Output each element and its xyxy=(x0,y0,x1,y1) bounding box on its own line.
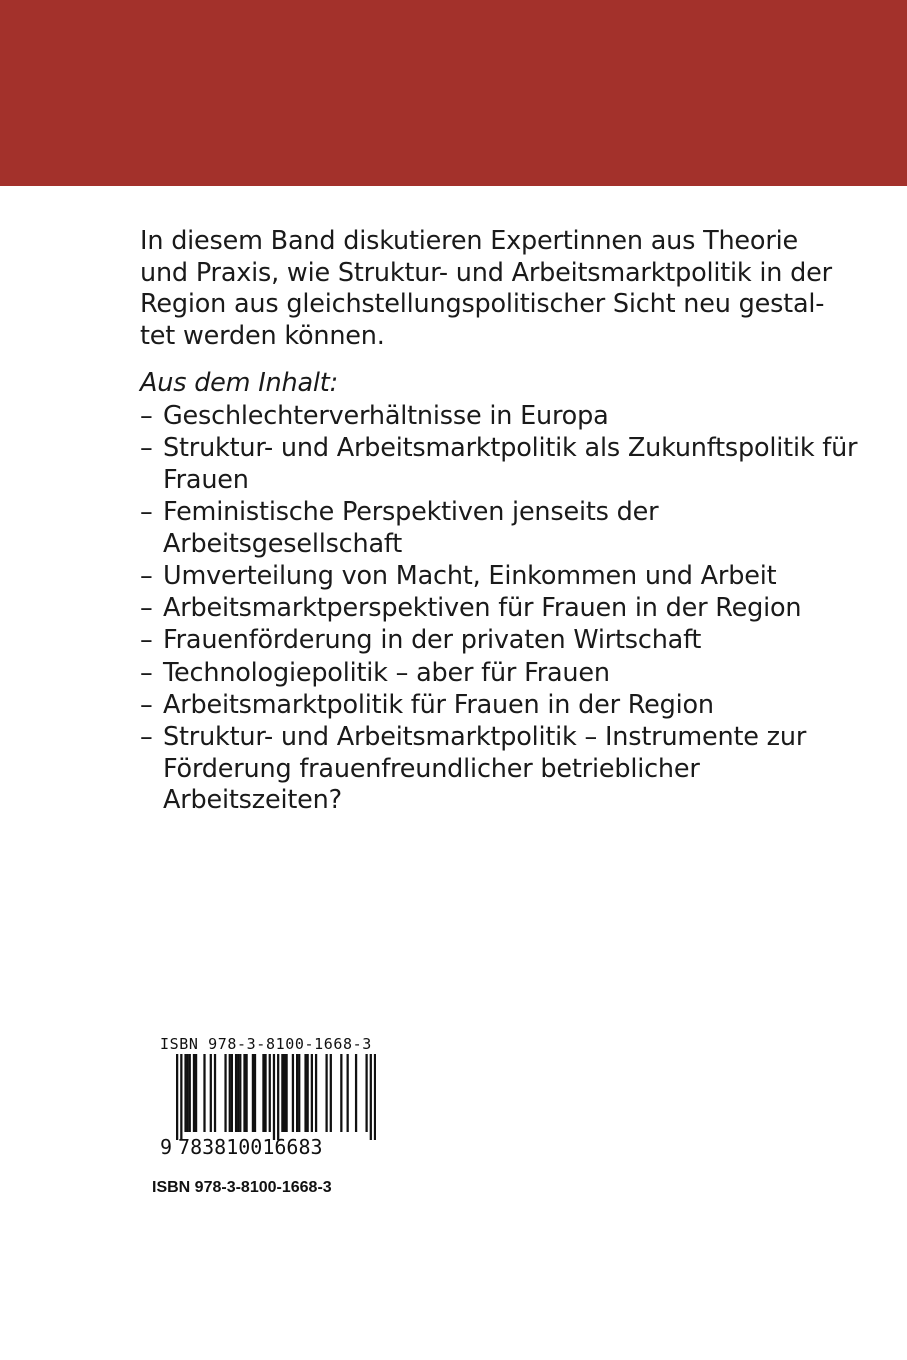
barcode-bar xyxy=(176,1054,178,1140)
barcode-bar xyxy=(243,1054,245,1132)
list-item-line: Förderung frauenfreundlicher betrieblicher xyxy=(163,753,700,784)
list-dash: – xyxy=(140,401,153,431)
contents-list xyxy=(140,401,860,818)
list-dash: – xyxy=(140,657,153,688)
list-item-line: Frauenförderung in der privaten Wirtschaft xyxy=(163,625,702,656)
barcode-bar xyxy=(311,1054,313,1132)
barcode-bar xyxy=(254,1054,256,1132)
barcode-bar xyxy=(370,1054,372,1140)
list-item-line: Struktur- und Arbeitsmarktpolitik – Instrumente zur xyxy=(163,722,807,753)
barcode-bar xyxy=(292,1054,294,1132)
barcode-bar xyxy=(285,1054,287,1132)
list-item-line: Geschlechterverhältnisse in Europa xyxy=(163,401,609,431)
list-item xyxy=(140,497,860,560)
intro-paragraph xyxy=(140,226,840,352)
barcode-bar xyxy=(239,1054,241,1132)
barcode-bar xyxy=(269,1054,271,1132)
contents-heading: Aus dem Inhalt: xyxy=(140,368,338,398)
list-item-line: Arbeitsmarktpolitik für Frauen in der Region xyxy=(163,690,714,721)
list-item xyxy=(140,433,860,496)
barcode-bar xyxy=(355,1054,357,1132)
list-dash: – xyxy=(140,690,153,721)
list-item xyxy=(140,593,860,625)
barcode-bar xyxy=(237,1054,239,1132)
barcode-bar xyxy=(298,1054,300,1132)
list-item xyxy=(140,658,860,690)
barcode-bar xyxy=(340,1054,342,1132)
barcode-bar xyxy=(330,1054,332,1132)
barcode-bar xyxy=(374,1054,376,1140)
list-item xyxy=(140,561,860,593)
barcode-bar xyxy=(281,1054,283,1132)
intro-line: und Praxis, wie Struktur- und Arbeitsmarktpolitik in der xyxy=(140,257,832,288)
intro-line: In diesem Band diskutieren Expertinnen aus Theorie xyxy=(140,226,798,256)
intro-line: tet werden können. xyxy=(140,320,385,351)
barcode-digits xyxy=(160,1136,323,1158)
intro-line: Region aus gleichstellungspolitischer Sicht neu gestal- xyxy=(140,289,825,319)
barcode-bar xyxy=(264,1054,266,1132)
list-item-line: Frauen xyxy=(163,464,249,495)
barcode-bar xyxy=(277,1054,279,1140)
barcode-bar xyxy=(187,1054,189,1132)
barcode-bar xyxy=(180,1054,182,1140)
barcode-bar xyxy=(304,1054,306,1132)
list-item xyxy=(140,722,860,817)
barcode-bar xyxy=(235,1054,237,1132)
barcode-bar xyxy=(203,1054,205,1132)
barcode-bar xyxy=(229,1054,231,1132)
barcode-bar xyxy=(296,1054,298,1132)
list-item-line: Struktur- und Arbeitsmarktpolitik als Zukunftspolitik für xyxy=(163,433,858,464)
barcode-bar xyxy=(262,1054,264,1132)
list-dash: – xyxy=(140,722,153,753)
list-item-line: Feministische Perspektiven jenseits der xyxy=(163,497,659,528)
list-item xyxy=(140,690,860,722)
barcode-bar xyxy=(231,1054,233,1132)
barcode-bar xyxy=(307,1054,309,1132)
barcode-first-digit: 9 xyxy=(160,1135,173,1159)
barcode-digit-groups: 783810016683 xyxy=(178,1135,323,1159)
list-dash: – xyxy=(140,433,153,464)
barcode-bar xyxy=(193,1054,195,1132)
barcode-bar xyxy=(184,1054,186,1132)
list-item-line: Umverteilung von Macht, Einkommen und Arbeit xyxy=(163,560,777,591)
barcode-bar xyxy=(195,1054,197,1132)
barcode-bars xyxy=(176,1054,376,1140)
cover-color-band xyxy=(0,0,907,186)
barcode-bar xyxy=(210,1054,212,1132)
list-item-line: Technologiepolitik – aber für Frauen xyxy=(163,657,610,688)
barcode-bar xyxy=(214,1054,216,1132)
list-item-line: Arbeitsgesellschaft xyxy=(163,528,403,559)
barcode-bar xyxy=(283,1054,285,1132)
barcode-bar xyxy=(245,1054,247,1132)
barcode-bar xyxy=(315,1054,317,1132)
list-item xyxy=(140,401,860,433)
barcode-bar xyxy=(224,1054,226,1132)
list-dash: – xyxy=(140,593,153,624)
barcode-bar xyxy=(365,1054,367,1132)
list-item-line: Arbeitsmarktperspektiven für Frauen in der Region xyxy=(163,593,802,624)
barcode-bar xyxy=(189,1054,191,1132)
barcode-block xyxy=(160,1036,400,1166)
list-dash: – xyxy=(140,625,153,656)
list-dash: – xyxy=(140,560,153,591)
barcode-bar xyxy=(325,1054,327,1132)
list-item-line: Arbeitszeiten? xyxy=(163,785,342,816)
barcode-bar xyxy=(273,1054,275,1140)
list-item xyxy=(140,625,860,657)
isbn-number: ISBN 978-3-8100-1668-3 xyxy=(152,1179,332,1196)
barcode-bar xyxy=(347,1054,349,1132)
barcode-bar xyxy=(252,1054,254,1132)
list-dash: – xyxy=(140,497,153,528)
barcode-isbn-label: ISBN 978-3-8100-1668-3 xyxy=(160,1035,372,1053)
